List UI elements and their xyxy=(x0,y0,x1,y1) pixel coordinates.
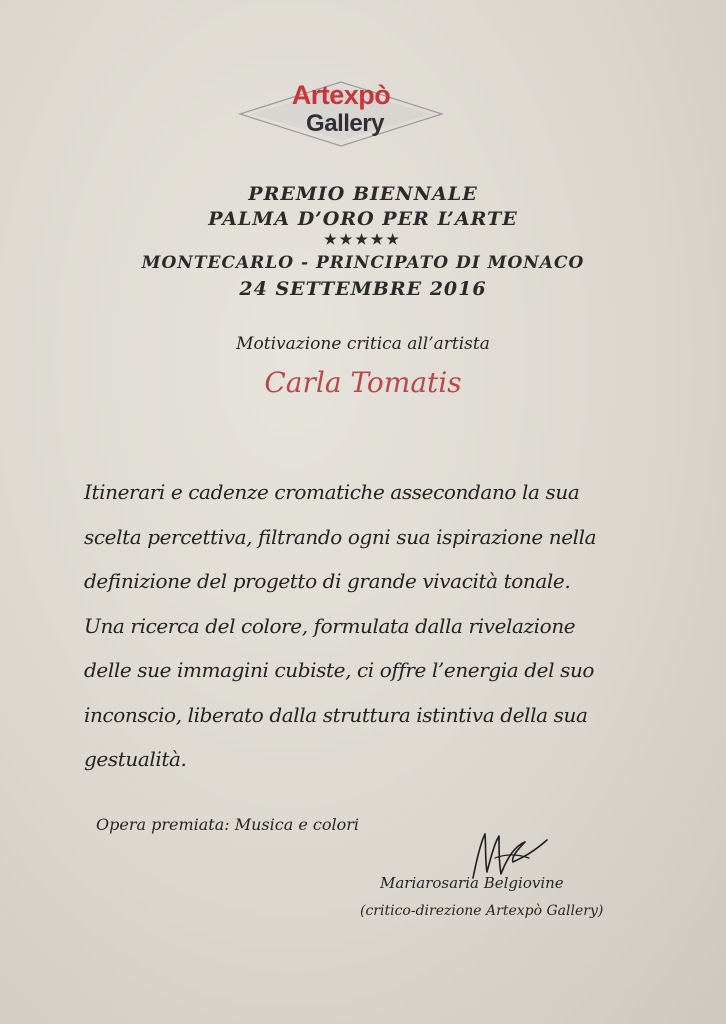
artist-name: Carla Tomatis xyxy=(264,366,462,399)
motivation-label: Motivazione critica all’artista xyxy=(236,334,490,354)
critical-motivation-text xyxy=(84,470,624,782)
award-stars: ★★★★★ xyxy=(324,232,402,248)
award-location: MONTECARLO - PRINCIPATO DI MONACO xyxy=(141,253,585,273)
motivation-line: scelta percettiva, filtrando ogni sua ispirazione nella xyxy=(84,524,597,549)
award-title-line2: PALMA D’ORO PER L’ARTE xyxy=(208,208,518,230)
motivation-line: Una ricerca del colore, formulata dalla rivelazione xyxy=(84,613,576,638)
motivation-line: Itinerari e cadenze cromatiche assecondano la sua xyxy=(84,480,580,504)
signer-role: (critico-direzione Artexpò Gallery) xyxy=(360,903,604,919)
motivation-line: gestualità. xyxy=(84,747,187,771)
award-title-line1: PREMIO BIENNALE xyxy=(248,183,478,205)
signer-name: Mariarosaria Belgiovine xyxy=(380,874,564,892)
award-date: 24 SETTEMBRE 2016 xyxy=(239,278,487,300)
awarded-work: Opera premiata: Musica e colori xyxy=(96,815,359,834)
motivation-line: inconscio, liberato dalla struttura istintiva della sua xyxy=(84,702,588,727)
motivation-line: definizione del progetto di grande vivacità tonale. xyxy=(84,569,571,593)
artexpo-gallery-logo xyxy=(236,78,446,150)
logo-text-gallery: Gallery xyxy=(306,110,384,137)
logo-text-artexpo: Artexpò xyxy=(291,80,391,110)
motivation-line: delle sue immagini cubiste, ci offre l’energia del suo xyxy=(84,658,595,682)
